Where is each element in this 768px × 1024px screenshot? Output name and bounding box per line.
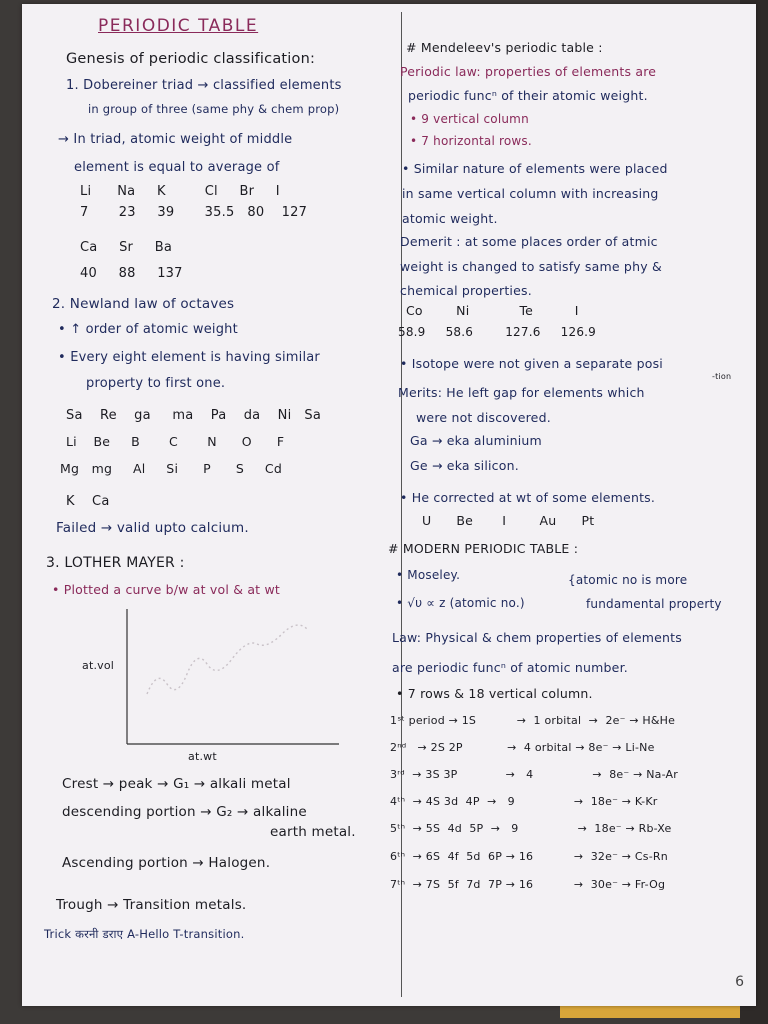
graph-curve bbox=[147, 625, 307, 694]
demerit-line-2: weight is changed to satisfy same phy & bbox=[400, 259, 662, 274]
demerit-line-1: Demerit : at some places order of atmic bbox=[400, 234, 658, 249]
trough-line: Trough → Transition metals. bbox=[56, 897, 247, 913]
triad-elements-1: Li Na K Cl Br I bbox=[80, 184, 280, 199]
newland-point-2: • Every eight element is having similar bbox=[58, 350, 320, 365]
period-4: 4ᵗʰ → 4S 3d 4P → 9 → 18e⁻ → K-Kr bbox=[390, 795, 658, 808]
triad-line-1: → In triad, atomic weight of middle bbox=[58, 132, 293, 147]
vertical-columns: • 9 vertical column bbox=[410, 112, 529, 126]
demerit-weights: 58.9 58.6 127.6 126.9 bbox=[398, 325, 597, 339]
newland-point-1: • ↑ order of atomic weight bbox=[58, 322, 238, 337]
trick-line: Trick करनी डराए A-Hello T-transition. bbox=[44, 927, 245, 941]
corrected-elements: U Be I Au Pt bbox=[422, 513, 595, 528]
descending-line-2: earth metal. bbox=[270, 824, 356, 840]
isotope-line: • Isotope were not given a separate posi bbox=[400, 356, 663, 371]
crest-line: Crest → peak → G₁ → alkali metal bbox=[62, 776, 291, 792]
isotope-line-2: -tion bbox=[712, 372, 732, 381]
horizontal-rows: • 7 horizontal rows. bbox=[410, 134, 532, 148]
modern-law-1: Law: Physical & chem properties of elements bbox=[392, 630, 682, 645]
genesis-heading: Genesis of periodic classification: bbox=[66, 51, 316, 67]
page-number: 6 bbox=[735, 974, 744, 990]
frequency-relation: • √υ ∝ z (atomic no.) bbox=[396, 596, 525, 610]
atomic-volume-graph bbox=[117, 604, 347, 764]
demerit-line-3: chemical properties. bbox=[400, 283, 532, 298]
merits-line-2: were not discovered. bbox=[416, 410, 551, 425]
lothar-heading: 3. LOTHER MAYER : bbox=[46, 555, 185, 571]
graph-y-label: at.vol bbox=[82, 659, 115, 672]
octave-row-1: Li Be B C N O F bbox=[66, 434, 285, 449]
dobereiner-line-1: 1. Dobereiner triad → classified elements bbox=[66, 78, 342, 93]
corrected-line: • He corrected at wt of some elements. bbox=[400, 490, 656, 505]
failed-note: Failed → valid upto calcium. bbox=[56, 520, 249, 536]
period-7: 7ᵗʰ → 7S 5f 7d 7P → 16 → 30e⁻ → Fr-Og bbox=[390, 878, 666, 891]
eka-aluminium: Ga → eka aluminium bbox=[410, 433, 542, 448]
newland-point-3: property to first one. bbox=[86, 376, 226, 391]
triad-elements-2: Ca Sr Ba bbox=[80, 240, 173, 255]
mendeleev-heading: # Mendeleev's periodic table : bbox=[406, 40, 603, 55]
period-6: 6ᵗʰ → 6S 4f 5d 6P → 16 → 32e⁻ → Cs-Rn bbox=[390, 850, 668, 863]
dobereiner-line-2: in group of three (same phy & chem prop) bbox=[88, 102, 340, 116]
similar-line-2: in same vertical column with increasing bbox=[402, 186, 659, 201]
periodic-law-1: Periodic law: properties of elements are bbox=[400, 64, 657, 79]
rows-columns-line: • 7 rows & 18 vertical column. bbox=[396, 686, 593, 701]
period-3: 3ʳᵈ → 3S 3P → 4 → 8e⁻ → Na-Ar bbox=[390, 768, 678, 781]
demerit-elements: Co Ni Te I bbox=[406, 303, 579, 318]
modern-heading: # MODERN PERIODIC TABLE : bbox=[388, 541, 579, 556]
eka-silicon: Ge → eka silicon. bbox=[410, 458, 519, 473]
periodic-law-2: periodic funcⁿ of their atomic weight. bbox=[408, 88, 648, 103]
octave-row-2: Mg mg Al Si P S Cd bbox=[60, 461, 282, 476]
moseley-note-1: {atomic no is more bbox=[568, 573, 688, 587]
ascending-line: Ascending portion → Halogen. bbox=[62, 855, 271, 871]
moseley-note-2: fundamental property bbox=[586, 597, 722, 611]
lothar-plot-note: • Plotted a curve b/w at vol & at wt bbox=[52, 582, 280, 597]
merits-line-1: Merits: He left gap for elements which bbox=[398, 385, 645, 400]
period-2: 2ⁿᵈ → 2S 2P → 4 orbital → 8e⁻ → Li-Ne bbox=[390, 741, 655, 754]
notebook-page bbox=[22, 4, 756, 1006]
triad-weights-1: 7 23 39 35.5 80 127 bbox=[80, 205, 308, 220]
descending-line-1: descending portion → G₂ → alkaline bbox=[62, 804, 307, 820]
similar-line-1: • Similar nature of elements were placed bbox=[402, 161, 668, 176]
octave-notes: Sa Re ga ma Pa da Ni Sa bbox=[66, 408, 322, 423]
octave-row-3: K Ca bbox=[66, 494, 110, 509]
period-1: 1ˢᵗ period → 1S → 1 orbital → 2e⁻ → H&He bbox=[390, 714, 676, 727]
period-5: 5ᵗʰ → 5S 4d 5P → 9 → 18e⁻ → Rb-Xe bbox=[390, 822, 672, 835]
modern-law-2: are periodic funcⁿ of atomic number. bbox=[392, 660, 628, 675]
newland-heading: 2. Newland law of octaves bbox=[52, 296, 235, 312]
triad-line-2: element is equal to average of bbox=[74, 160, 280, 175]
page-title: PERIODIC TABLE bbox=[98, 16, 259, 36]
similar-line-3: atomic weight. bbox=[402, 211, 498, 226]
graph-x-label: at.wt bbox=[188, 750, 217, 763]
moseley-line: • Moseley. bbox=[396, 568, 461, 582]
triad-weights-2: 40 88 137 bbox=[80, 266, 183, 281]
